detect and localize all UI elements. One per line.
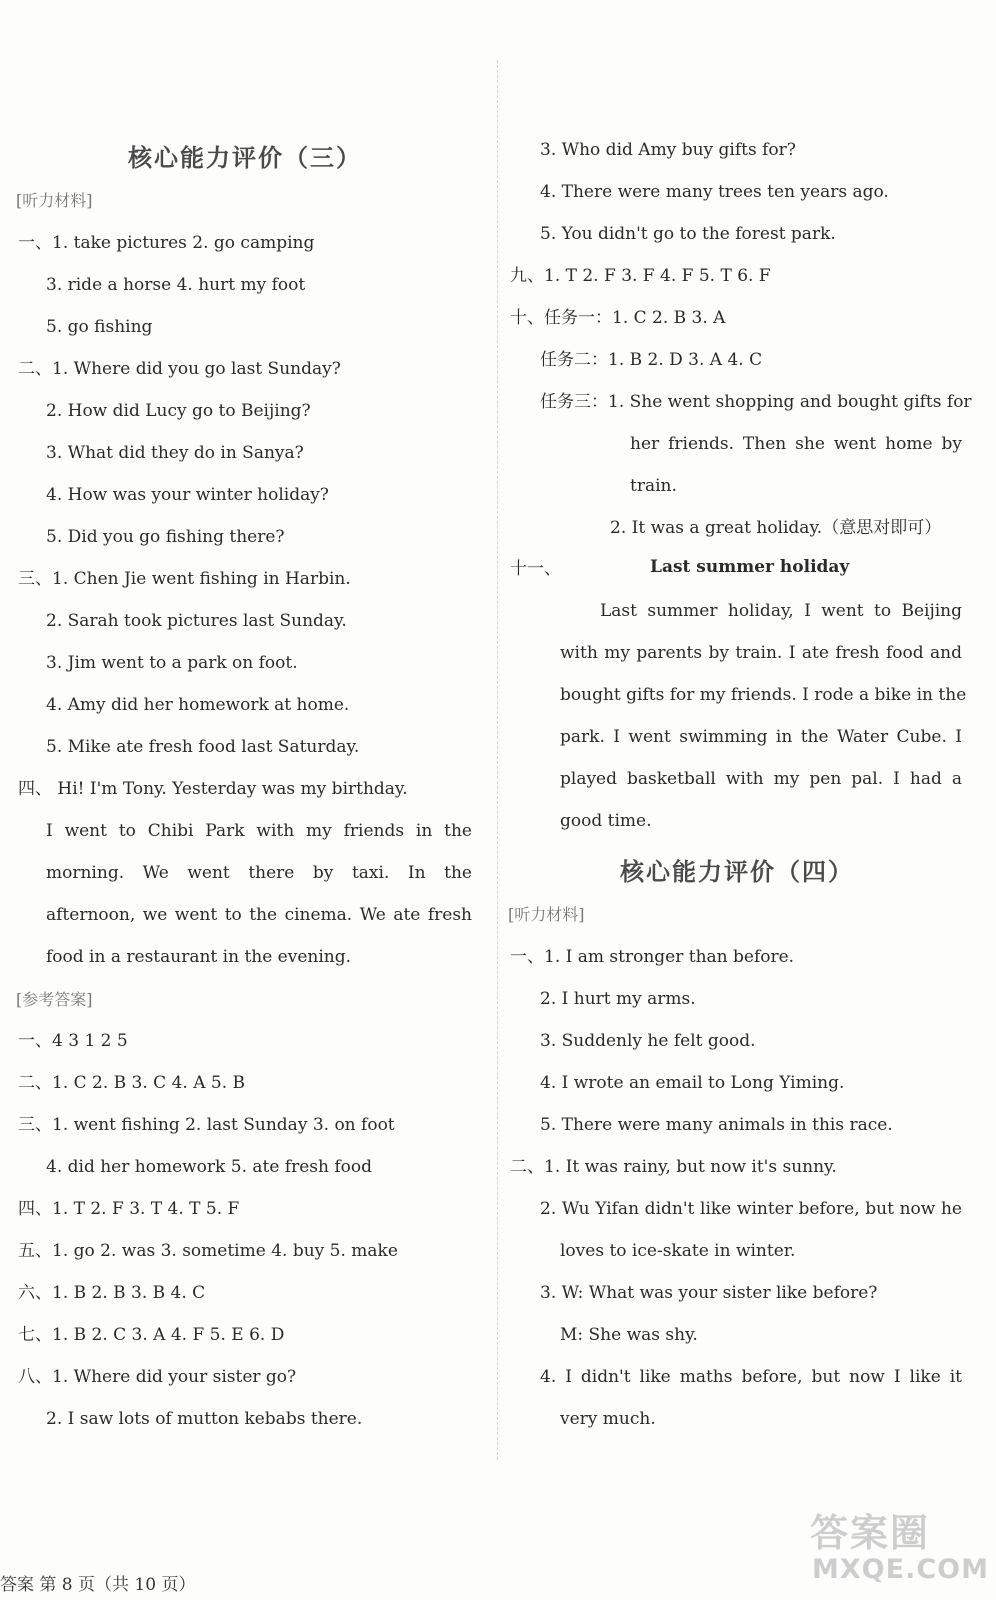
- watermark-logo: [806, 1500, 989, 1590]
- text-line: 4. I didn't like maths before, but now I like it: [540, 1367, 962, 1387]
- answer-line: 任务三：1. She went shopping and bought gifts for: [540, 392, 972, 412]
- text-line: 二、1. It was rainy, but now it's sunny.: [510, 1157, 837, 1177]
- essay-line: Last summer holiday, I went to Beijing: [600, 601, 962, 621]
- answer-line: 七、1. B 2. C 3. A 4. F 5. E 6. D: [18, 1325, 285, 1345]
- answer-line: 2. It was a great holiday.（意思对即可）: [610, 518, 942, 538]
- answer-line: train.: [630, 476, 677, 496]
- listening-material-tag: [听力材料]: [508, 905, 585, 924]
- reference-answer-tag: [参考答案]: [16, 990, 93, 1009]
- essay-line: bought gifts for my friends. I rode a bike in the: [560, 685, 967, 705]
- text-line: 5. go fishing: [46, 317, 153, 337]
- text-line: 2. How did Lucy go to Beijing?: [46, 401, 311, 421]
- text-line: 5. Did you go fishing there?: [46, 527, 285, 547]
- page-footer: 答案 第 8 页（共 10 页）: [0, 1575, 196, 1595]
- text-line: 一、1. take pictures 2. go camping: [18, 233, 315, 253]
- answer-line: 一、4 3 1 2 5: [18, 1031, 128, 1051]
- answer-line: 九、1. T 2. F 3. F 4. F 5. T 6. F: [510, 266, 771, 286]
- answer-line: 十、任务一：1. C 2. B 3. A: [510, 308, 726, 328]
- text-line: 3. What did they do in Sanya?: [46, 443, 304, 463]
- text-line: I went to Chibi Park with my friends in the: [46, 821, 472, 841]
- text-line: 4. How was your winter holiday?: [46, 485, 329, 505]
- text-line: 2. I hurt my arms.: [540, 989, 696, 1009]
- answer-line: 六、1. B 2. B 3. B 4. C: [18, 1283, 206, 1303]
- text-line: 一、1. I am stronger than before.: [510, 947, 795, 967]
- text-line: 二、1. Where did you go last Sunday?: [18, 359, 341, 379]
- text-line: 4. I wrote an email to Long Yiming.: [540, 1073, 845, 1093]
- text-line: 2. Sarah took pictures last Sunday.: [46, 611, 347, 631]
- text-line: 3. W: What was your sister like before?: [540, 1283, 878, 1303]
- answer-line: 五、1. go 2. was 3. sometime 4. buy 5. make: [18, 1241, 398, 1261]
- section-heading-4: 核心能力评价（四）: [620, 858, 854, 886]
- essay-line: played basketball with my pen pal. I had a: [560, 769, 962, 789]
- answer-line: her friends. Then she went home by: [630, 434, 962, 454]
- answer-line: 八、1. Where did your sister go?: [18, 1367, 297, 1387]
- answer-line: 二、1. C 2. B 3. C 4. A 5. B: [18, 1073, 246, 1093]
- text-line: 四、 Hi! I'm Tony. Yesterday was my birthday.: [18, 779, 408, 799]
- answer-line: 三、1. went fishing 2. last Sunday 3. on foot: [18, 1115, 395, 1135]
- answer-line: 任务二：1. B 2. D 3. A 4. C: [540, 350, 763, 370]
- text-line: food in a restaurant in the evening.: [46, 947, 352, 967]
- text-line: 4. Amy did her homework at home.: [46, 695, 350, 715]
- column-divider: [497, 60, 499, 1460]
- text-line: 5. There were many animals in this race.: [540, 1115, 893, 1135]
- text-line: 5. Mike ate fresh food last Saturday.: [46, 737, 360, 757]
- text-line: 5. You didn't go to the forest park.: [540, 224, 836, 244]
- text-line: M: She was shy.: [560, 1325, 698, 1345]
- answer-line: 4. did her homework 5. ate fresh food: [46, 1157, 373, 1177]
- listening-material-tag: [听力材料]: [16, 191, 93, 210]
- text-line: very much.: [560, 1409, 656, 1429]
- text-line: morning. We went there by taxi. In the: [46, 863, 472, 883]
- text-line: loves to ice-skate in winter.: [560, 1241, 796, 1261]
- answer-line: 2. I saw lots of mutton kebabs there.: [46, 1409, 363, 1429]
- text-line: 3. Who did Amy buy gifts for?: [540, 140, 796, 160]
- text-line: afternoon, we went to the cinema. We ate fresh: [46, 905, 472, 925]
- essay-line: with my parents by train. I ate fresh food and: [560, 643, 962, 663]
- answer-line: 四、1. T 2. F 3. T 4. T 5. F: [18, 1199, 240, 1219]
- watermark-bottom-text: MXQE.COM: [812, 1554, 989, 1585]
- watermark-top-text: 答案圈: [810, 1511, 931, 1555]
- text-line: 3. ride a horse 4. hurt my foot: [46, 275, 306, 295]
- text-line: 三、1. Chen Jie went fishing in Harbin.: [18, 569, 351, 589]
- text-line: 2. Wu Yifan didn't like winter before, but now he: [540, 1199, 962, 1219]
- essay-line: good time.: [560, 811, 652, 831]
- text-line: 4. There were many trees ten years ago.: [540, 182, 889, 202]
- essay-line: park. I went swimming in the Water Cube. I: [560, 727, 962, 747]
- section-heading-3: 核心能力评价（三）: [128, 144, 362, 172]
- essay-title: Last summer holiday: [650, 557, 850, 577]
- text-line: 3. Suddenly he felt good.: [540, 1031, 756, 1051]
- question-number: 十一、: [510, 559, 561, 579]
- text-line: 3. Jim went to a park on foot.: [46, 653, 298, 673]
